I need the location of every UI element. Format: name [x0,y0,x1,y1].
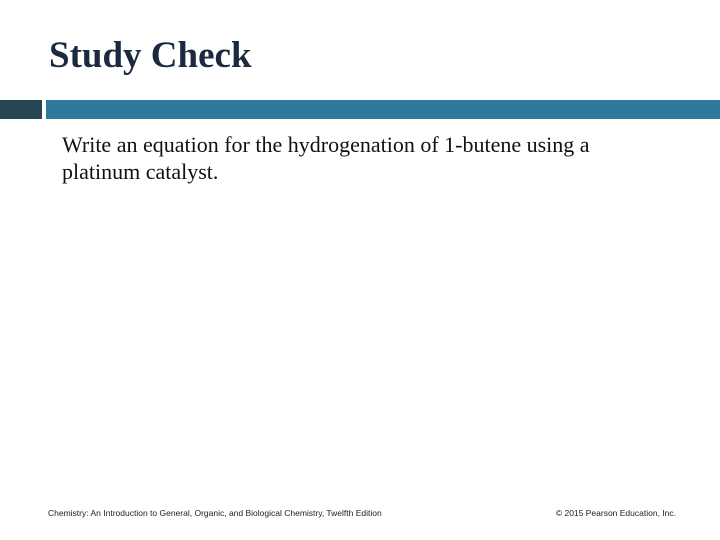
slide-body-text: Write an equation for the hydrogenation of 1-butene using a platinum catalyst. [62,132,590,184]
accent-bar-light [46,100,720,119]
footer-copyright: © 2015 Pearson Education, Inc. [555,508,676,518]
accent-bar-dark [0,100,42,119]
slide-title: Study Check [49,35,252,76]
footer-book-title: Chemistry: An Introduction to General, Organic, and Biological Chemistry, Twelfth Edition [48,508,382,518]
